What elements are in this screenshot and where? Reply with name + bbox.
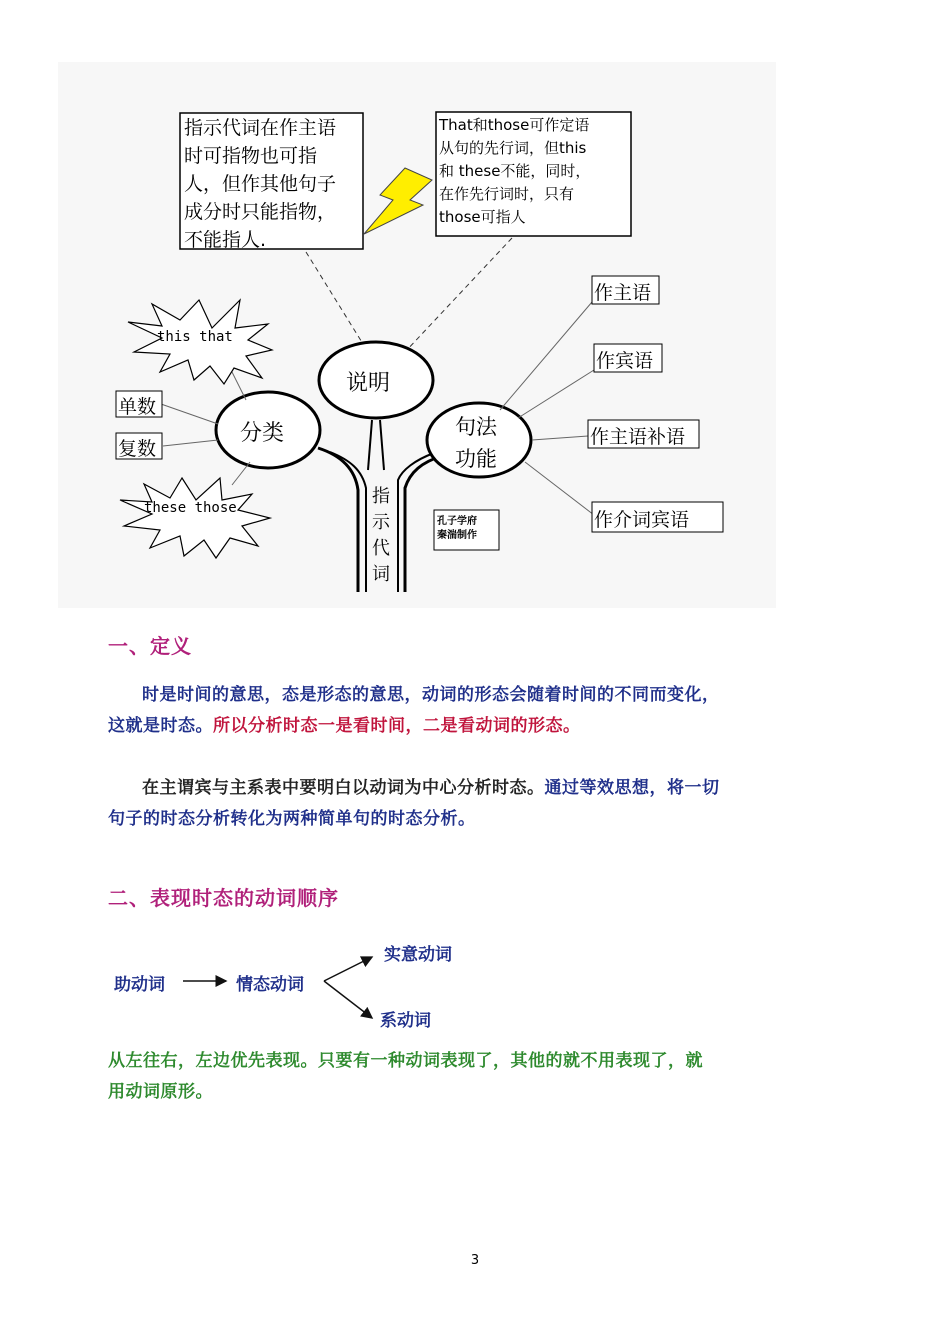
flow-auxiliary: 助动词 bbox=[114, 975, 165, 995]
item-subject: 作主语 bbox=[594, 282, 652, 304]
section-2-title: 二、表现时态的动词顺序 bbox=[108, 886, 339, 910]
definition-text: 时是时间的意思，态是形态的意思，动词的形态会随着时间的不同而变化，这就是时态。 bbox=[108, 685, 720, 736]
page-number: 3 bbox=[470, 1253, 480, 1268]
stamp-line: 秦湍制作 bbox=[437, 530, 477, 541]
flow-modal: 情态动词 bbox=[236, 975, 304, 995]
box-left-line: 成分时只能指物， bbox=[184, 201, 337, 223]
item-singular: 单数 bbox=[118, 396, 157, 418]
box-right-line: those可指人 bbox=[439, 208, 526, 226]
equivalence-text: 通过等效思想，将一切句子的时态分析转化为两种简单句的时态分析。 bbox=[108, 778, 720, 829]
section-1-paragraph-2 bbox=[108, 773, 720, 835]
star-bottom-label: these those bbox=[144, 500, 237, 516]
item-object: 作宾语 bbox=[596, 350, 654, 372]
box-left-line: 人，但作其他句子 bbox=[184, 173, 337, 195]
trunk-char: 示 bbox=[372, 512, 390, 533]
trunk-char: 词 bbox=[372, 564, 390, 585]
item-complement: 作主语补语 bbox=[590, 426, 686, 448]
trunk-char: 指 bbox=[372, 486, 390, 507]
analysis-text: 所以分析时态一是看时间，二是看动词的形态。 bbox=[213, 716, 581, 736]
flow-lexical: 实意动词 bbox=[384, 945, 452, 965]
center-verb-text: 在主谓宾与主系表中要明白以动词为中心分析时态。 bbox=[142, 778, 545, 798]
box-right-line: 和 these不能，同时， bbox=[439, 162, 591, 180]
star-top-label: this that bbox=[157, 329, 233, 345]
node-right-label-2: 功能 bbox=[455, 447, 497, 471]
box-right-line: 从句的先行词，但this bbox=[439, 139, 587, 157]
box-left-line: 不能指人. bbox=[184, 229, 267, 251]
arrow-down bbox=[324, 981, 372, 1018]
box-right-text bbox=[439, 114, 590, 229]
box-left-text bbox=[184, 114, 336, 254]
box-left-line: 指示代词在作主语 bbox=[184, 117, 337, 139]
box-right-line: 在作先行词时，只有 bbox=[439, 185, 575, 203]
section-1-title: 一、定义 bbox=[108, 634, 192, 658]
arrow-up bbox=[324, 957, 372, 981]
box-right-line: That和those可作定语 bbox=[439, 116, 590, 134]
flow-linking: 系动词 bbox=[380, 1011, 431, 1031]
order-note-text: 从左往右，左边优先表现。只要有一种动词表现了，其他的就不用表现了，就用动词原形。 bbox=[108, 1051, 703, 1102]
demonstrative-pronoun-diagram bbox=[0, 0, 950, 620]
trunk-label bbox=[372, 484, 390, 588]
trunk-char: 代 bbox=[372, 538, 390, 559]
node-left-label: 分类 bbox=[240, 421, 285, 446]
stamp-line: 孔子学府 bbox=[437, 516, 477, 527]
item-plural: 复数 bbox=[118, 438, 157, 460]
credit-stamp bbox=[437, 515, 477, 543]
box-left-line: 时可指物也可指 bbox=[184, 145, 318, 167]
node-center-label: 说明 bbox=[346, 371, 391, 396]
item-prep-object: 作介词宾语 bbox=[594, 509, 690, 531]
section-2-note bbox=[108, 1046, 720, 1108]
section-1-paragraph-1 bbox=[108, 680, 720, 742]
node-right-label-1: 句法 bbox=[455, 415, 497, 439]
